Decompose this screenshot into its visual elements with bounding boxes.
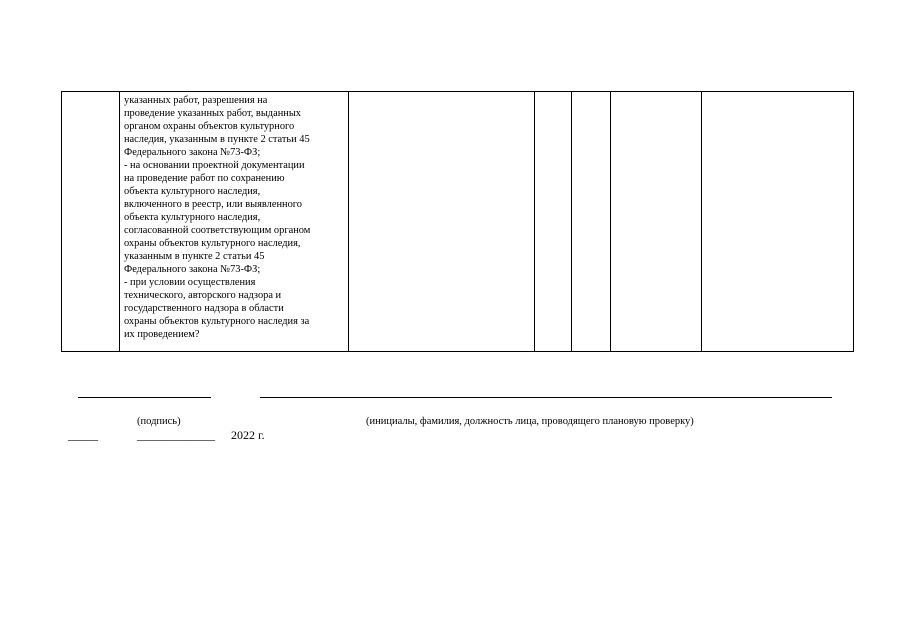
answer-no-cell bbox=[572, 92, 611, 352]
answer-not-applicable-cell bbox=[611, 92, 702, 352]
table-row bbox=[62, 92, 854, 352]
note-cell bbox=[702, 92, 854, 352]
answer-yes-cell bbox=[535, 92, 572, 352]
checklist-table bbox=[61, 91, 854, 352]
question-cell bbox=[120, 92, 349, 352]
name-position-caption: (инициалы, фамилия, должность лица, проводящего плановую проверку) bbox=[366, 416, 694, 427]
date-month-blank: _____________ bbox=[137, 428, 215, 442]
date-day-blank: _____ bbox=[68, 428, 98, 442]
signature-line bbox=[78, 397, 211, 398]
signature-caption: (подпись) bbox=[137, 416, 181, 427]
name-position-line bbox=[260, 397, 832, 398]
row-number-cell bbox=[62, 92, 120, 352]
requirements-cell bbox=[349, 92, 535, 352]
date-year-text: 2022 г. bbox=[231, 428, 265, 442]
question-text: указанных работ, разрешения на проведение указанных работ, выданных органом охраны объектов культурного наследия, указанным в пункте 2 статьи 45 Федерального закона №73-ФЗ; - на основании проектной документации на проведение работ по сохранению объекта культурного наследия, включенного в реестр, или выявленного объекта культурного наследия, согласованной соответствующим органом охраны объектов культурного наследия, указанным в пункте 2 статьи 45 Федерального закона №73-ФЗ; - при условии осуществления технического, авторского надзора и государственного надзора в области охраны объектов культурного наследия за их проведением? bbox=[124, 95, 311, 340]
